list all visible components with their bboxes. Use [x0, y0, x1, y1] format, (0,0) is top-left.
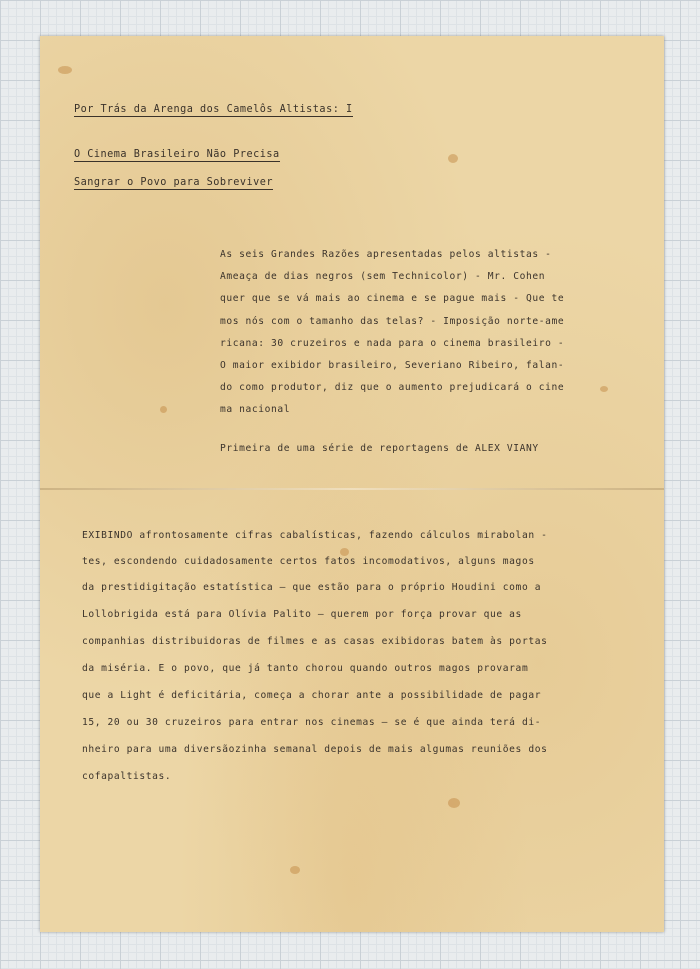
summary-line: ricana: 30 cruzeiros e nada para o cinema brasileiro - [220, 338, 565, 349]
headline-line-2: Sangrar o Povo para Sobreviver [74, 177, 274, 188]
headline-line-1: O Cinema Brasileiro Não Precisa [74, 149, 280, 160]
body-line: nheiro para uma diversãozinha semanal depois de mais algumas reuniões dos [82, 744, 548, 755]
summary-line: Ameaça de dias negros (sem Technicolor) - Mr. Cohen [220, 271, 546, 282]
summary-line: ma nacional [220, 404, 291, 415]
body-line: que a Light é deficitária, começa a chorar ante a possibilidade de pagar [82, 690, 542, 701]
body-line: EXIBINDO afrontosamente cifras cabalísticas, fazendo cálculos mirabolan - [82, 530, 548, 541]
body-line: cofapaltistas. [82, 771, 172, 782]
body-line: tes, escondendo cuidadosamente certos fatos incomodativos, alguns magos [82, 556, 535, 567]
byline: Primeira de uma série de reportagens de ALEX VIANY [220, 443, 539, 454]
summary-line: mos nós com o tamanho das telas? - Imposição norte-ame [220, 316, 565, 327]
body-line: da miséria. E o povo, que já tanto chorou quando outros magos provaram [82, 663, 529, 674]
body-line: da prestidigitação estatística — que estão para o próprio Houdini como a [82, 582, 542, 593]
body-line: companhias distribuidoras de filmes e as casas exibidoras batem às portas [82, 636, 548, 647]
body-line: 15, 20 ou 30 cruzeiros para entrar nos cinemas — se é que ainda terá di- [82, 717, 542, 728]
summary-line: quer que se vá mais ao cinema e se pague mais - Que te [220, 293, 565, 304]
typewritten-page [40, 36, 664, 932]
body-line: Lollobrigida está para Olívia Palito — querem por força provar que as [82, 609, 522, 620]
paper-fold [40, 488, 664, 490]
summary-line: O maior exibidor brasileiro, Severiano Ribeiro, falan- [220, 360, 565, 371]
summary-line: As seis Grandes Razões apresentadas pelos altistas - [220, 249, 552, 260]
summary-line: do como produtor, diz que o aumento prejudicará o cine [220, 382, 565, 393]
series-title: Por Trás da Arenga dos Camelôs Altistas: I [74, 104, 353, 115]
